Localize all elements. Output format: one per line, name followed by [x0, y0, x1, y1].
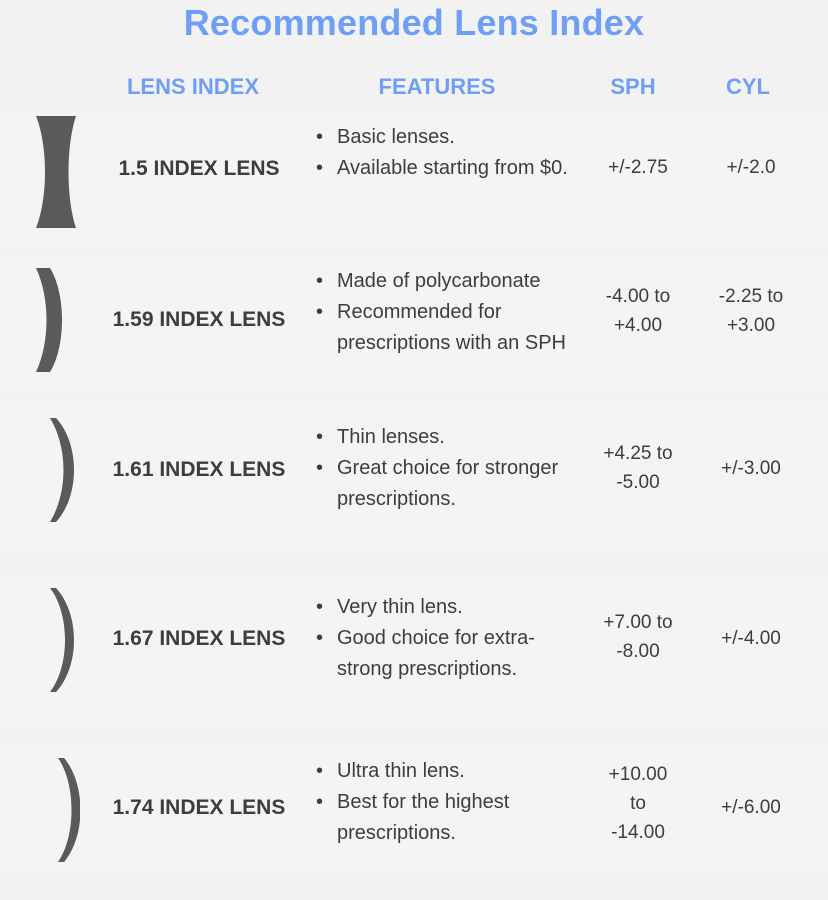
lens-profile-icon — [36, 588, 80, 692]
list-item: • Basic lenses. — [316, 126, 455, 148]
lens-name: 1.5 INDEX LENS — [118, 157, 280, 180]
lens-profile-icon — [36, 758, 80, 862]
header-lens-index: LENS INDEX — [126, 74, 260, 99]
list-item: • Ultra thin lens. — [316, 760, 465, 782]
cyl-value: +/-2.0 — [726, 157, 776, 178]
cyl-value: -2.25 to +3.00 — [718, 286, 784, 336]
lens-name: 1.67 INDEX LENS — [112, 627, 286, 650]
sph-value: +/-2.75 — [608, 157, 668, 178]
header-features: FEATURES — [378, 74, 496, 99]
sph-value: +4.25 to -5.00 — [603, 443, 673, 493]
lens-name: 1.61 INDEX LENS — [112, 458, 286, 481]
lens-name: 1.59 INDEX LENS — [112, 308, 286, 331]
lens-profile-icon — [36, 116, 80, 228]
table-row — [0, 744, 828, 874]
feature-list — [312, 266, 582, 359]
sph-value: +7.00 to -8.00 — [603, 612, 673, 662]
cyl-value: +/-3.00 — [721, 458, 781, 479]
feature-list — [312, 122, 582, 184]
table-row — [0, 110, 828, 246]
cyl-value: +/-6.00 — [721, 797, 781, 818]
page-title: Recommended Lens Index — [183, 2, 645, 43]
list-item: • Recommended for prescriptions with an SPH — [316, 301, 566, 354]
feature-list — [312, 756, 582, 849]
list-item: • Great choice for stronger prescriptions. — [316, 457, 559, 510]
table-row — [0, 574, 828, 724]
table-row — [0, 254, 828, 394]
list-item: • Thin lenses. — [316, 426, 445, 448]
feature-list — [312, 592, 582, 685]
cyl-value: +/-4.00 — [721, 628, 781, 649]
feature-list — [312, 422, 582, 515]
list-item: • Made of polycarbonate — [316, 270, 541, 292]
sph-value: +10.00 to -14.00 — [608, 764, 668, 843]
header-sph: SPH — [610, 74, 656, 99]
table-row — [0, 404, 828, 554]
sph-value: -4.00 to +4.00 — [605, 286, 671, 336]
header-cyl: CYL — [726, 74, 770, 99]
list-item: • Best for the highest prescriptions. — [316, 791, 510, 844]
list-item: • Good choice for extra-strong prescriptions. — [316, 627, 535, 680]
lens-profile-icon — [36, 418, 80, 522]
list-item: • Very thin lens. — [316, 596, 463, 618]
lens-name: 1.74 INDEX LENS — [112, 796, 286, 819]
list-item: • Available starting from $0. — [316, 157, 568, 179]
lens-profile-icon — [36, 268, 80, 372]
